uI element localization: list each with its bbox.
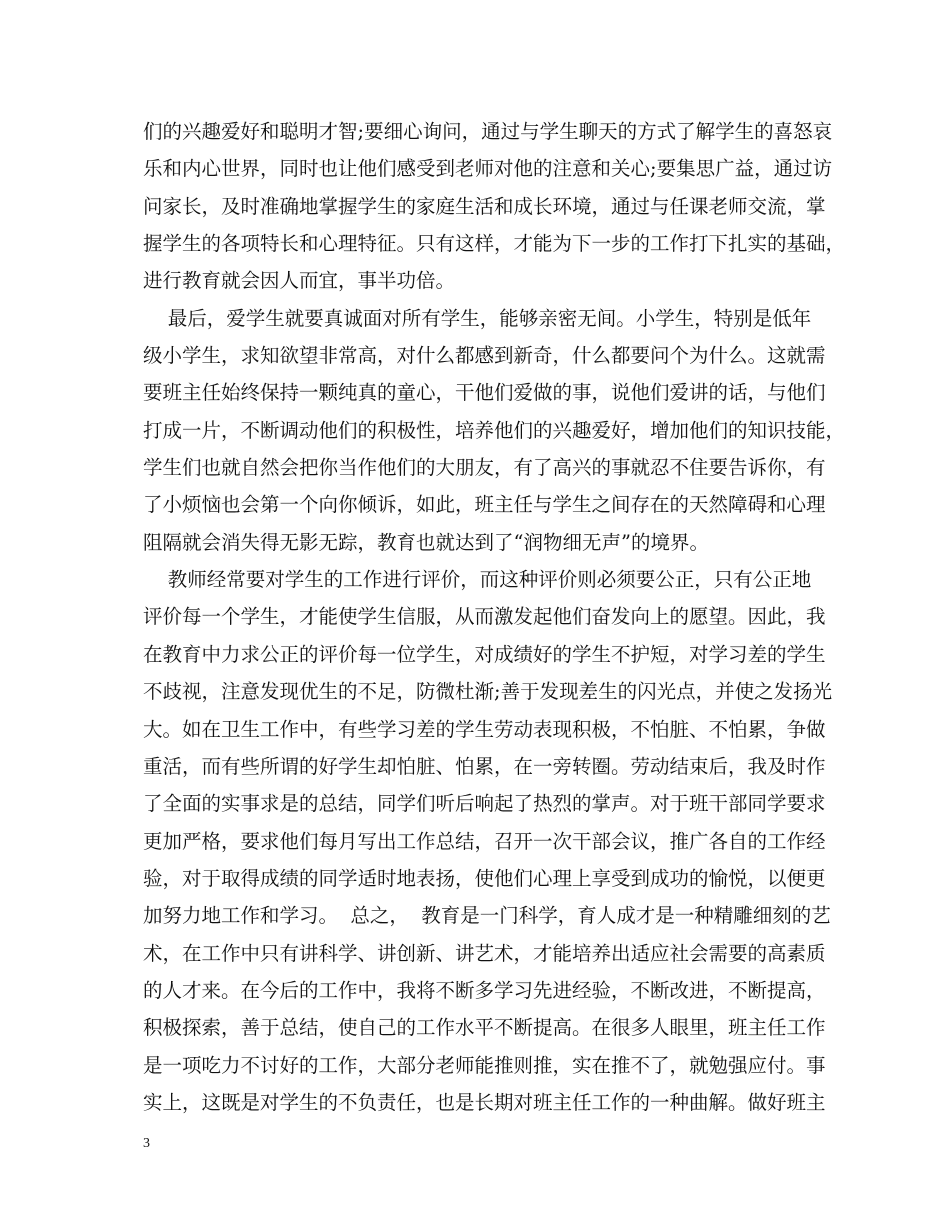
text-line: 验，对于取得成绩的同学适时地表扬，使他们心理上享受到成功的愉悦，以便更 [143, 866, 826, 890]
text-line: 教师经常要对学生的工作进行评价，而这种评价则必须要公正，只有公正地 [143, 568, 812, 592]
text-line: 级小学生，求知欲望非常高，对什么都感到新奇，什么都要问个为什么。这就需 [143, 344, 826, 368]
text-line: 更加严格，要求他们每月写出工作总结，召开一次干部会议，推广各自的工作经 [143, 829, 826, 853]
page-number: 3 [143, 1136, 150, 1151]
text-line: 阻隔就会消失得无影无踪，教育也就达到了“润物细无声”的境界。 [143, 530, 709, 554]
text-line: 实上，这既是对学生的不负责任，也是长期对班主任工作的一种曲解。做好班主 [143, 1090, 826, 1114]
text-line: 重活，而有些所谓的好学生却怕脏、怕累，在一旁转圈。劳动结束后，我及时作 [143, 754, 826, 778]
text-line: 们的兴趣爱好和聪明才智;要细心询问，通过与学生聊天的方式了解学生的喜怒哀 [143, 120, 833, 143]
text-line: 大。如在卫生工作中，有些学习差的学生劳动表现积极，不怕脏、不怕累，争做 [143, 717, 826, 741]
text-line: 是一项吃力不讨好的工作，大部分老师能推则推，实在推不了，就勉强应付。事 [143, 1053, 826, 1077]
text-line: 要班主任始终保持一颗纯真的童心，干他们爱做的事，说他们爱讲的话，与他们 [143, 381, 826, 405]
text-line: 了全面的实事求是的总结，同学们听后响起了热烈的掌声。对于班干部同学要求 [143, 792, 826, 816]
text-line: 乐和内心世界，同时也让他们感受到老师对他的注意和关心;要集思广益，通过访 [143, 157, 833, 181]
text-line: 的人才来。在今后的工作中，我将不断多学习先进经验，不断改进，不断提高， [143, 978, 826, 1002]
text-line: 打成一片，不断调动他们的积极性，培养他们的兴趣爱好，增加他们的知识技能， [143, 418, 846, 442]
text-line: 了小烦恼也会第一个向你倾诉，如此，班主任与学生之间存在的天然障碍和心理 [143, 493, 826, 517]
text-line: 术，在工作中只有讲科学、讲创新、讲艺术，才能培养出适应社会需要的高素质 [143, 941, 826, 965]
text-line: 进行教育就会因人而宜，事半功倍。 [143, 269, 456, 293]
text-line: 加努力地工作和学习。 总之， 教育是一门科学，育人成才是一种精雕细刻的艺 [143, 904, 831, 928]
text-line: 问家长，及时准确地掌握学生的家庭生活和成长环境，通过与任课老师交流，掌 [143, 194, 826, 218]
text-line: 不歧视，注意发现优生的不足，防微杜渐;善于发现差生的闪光点，并使之发扬光 [143, 680, 833, 704]
text-line: 在教育中力求公正的评价每一位学生，对成绩好的学生不护短，对学习差的学生 [143, 642, 826, 666]
text-line: 最后，爱学生就要真诚面对所有学生，能够亲密无间。小学生，特别是低年 [143, 306, 812, 330]
text-line: 评价每一个学生，才能使学生信服，从而激发起他们奋发向上的愿望。因此，我 [143, 605, 826, 629]
text-line: 积极探索，善于总结，使自己的工作水平不断提高。在很多人眼里，班主任工作 [143, 1016, 826, 1040]
text-line: 握学生的各项特长和心理特征。只有这样，才能为下一步的工作打下扎实的基础， [143, 232, 846, 256]
body-text [143, 113, 846, 1121]
text-line: 学生们也就自然会把你当作他们的大朋友，有了高兴的事就忍不住要告诉你，有 [143, 456, 826, 480]
